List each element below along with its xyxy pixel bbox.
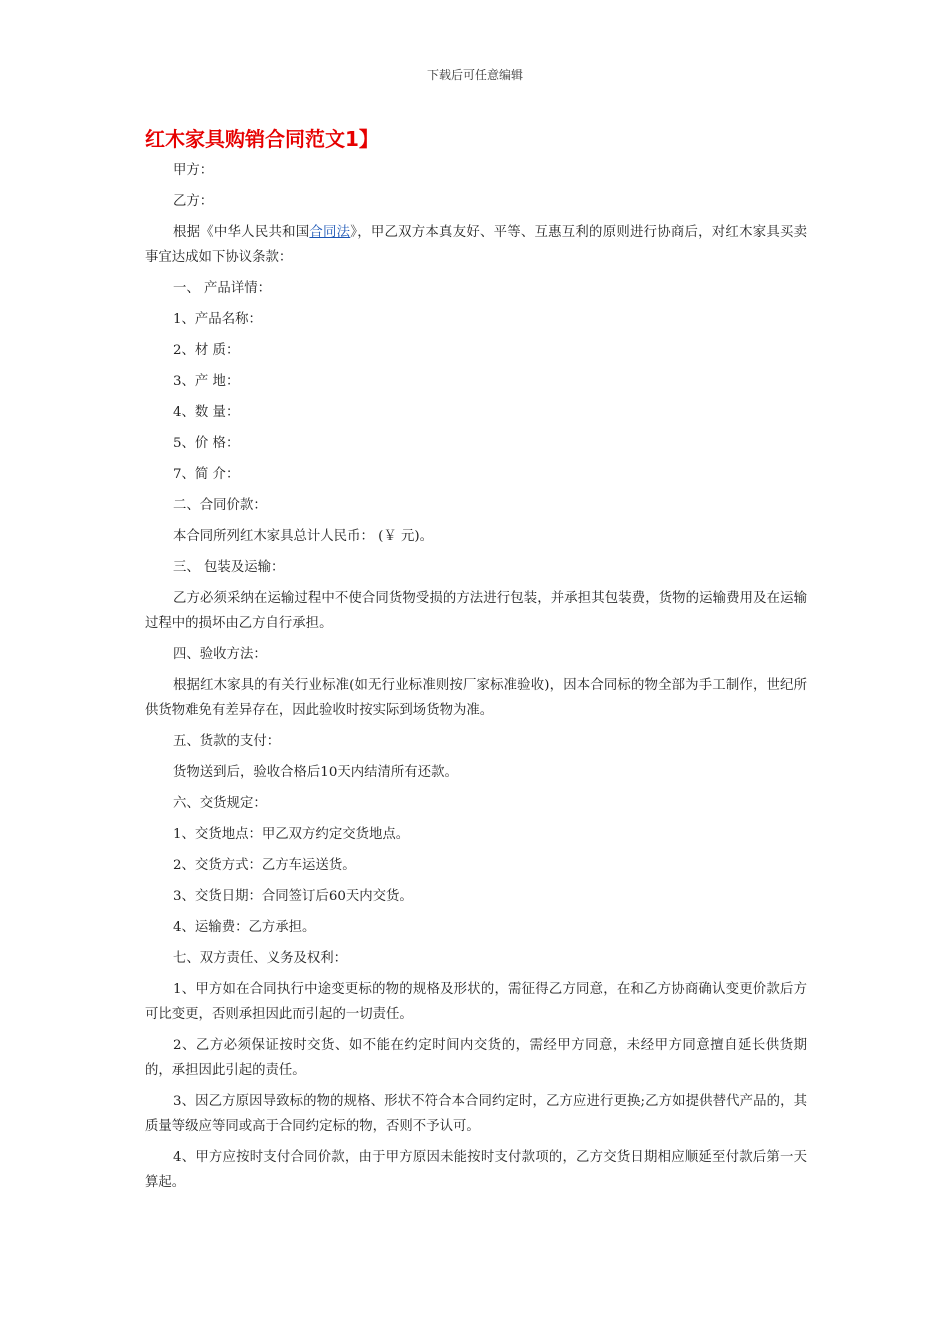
header-note: 下载后可任意编辑 <box>426 68 523 82</box>
quantity-line: 4、数 量： <box>173 405 240 420</box>
document-body <box>145 126 807 1201</box>
origin-line: 3、产 地： <box>173 374 240 389</box>
responsibility-2-paragraph: 2、乙方必须保证按时交货、如不能在约定时间内交货的，需经甲方同意，未经甲方同意擅自延长供货期的，承担因此引起的责任。 <box>145 1038 807 1078</box>
responsibility-4-paragraph: 4、甲方应按时支付合同价款，由于甲方原因未能按时支付款项的，乙方交货日期相应顺延至付款后第一天算起。 <box>145 1150 807 1190</box>
section-3-heading: 三、 包装及运输： <box>173 560 285 575</box>
section-6-heading: 六、交货规定： <box>173 796 267 811</box>
contract-law-link[interactable]: 合同法 <box>309 225 351 240</box>
document-title: 红木家具购销合同范文1】 <box>145 127 379 151</box>
material-line: 2、材 质： <box>173 343 240 358</box>
shipping-fee-line: 4、运输费：乙方承担。 <box>173 920 316 935</box>
party-a-line: 甲方： <box>173 163 214 178</box>
section-5-heading: 五、货款的支付： <box>173 734 281 749</box>
section-2-heading: 二、合同价款： <box>173 498 267 513</box>
section-1-heading: 一、 产品详情： <box>173 281 271 296</box>
packaging-paragraph: 乙方必须采纳在运输过程中不使合同货物受损的方法进行包装，并承担其包装费，货物的运输费用及在运输过程中的损坏由乙方自行承担。 <box>145 591 807 631</box>
total-price-line: 本合同所列红木家具总计人民币： (￥ 元)。 <box>173 529 433 544</box>
preamble-text-start: 根据《中华人民共和国 <box>173 225 310 240</box>
delivery-method-line: 2、交货方式：乙方车运送货。 <box>173 858 356 873</box>
section-4-heading: 四、验收方法： <box>173 647 267 662</box>
product-name-line: 1、产品名称： <box>173 312 262 327</box>
responsibility-1-paragraph: 1、甲方如在合同执行中途变更标的物的规格及形状的，需征得乙方同意，在和乙方协商确认变更价款后方可比变更，否则承担因此而引起的一切责任。 <box>145 982 807 1022</box>
payment-line: 货物送到后，验收合格后10天内结清所有还款。 <box>173 765 458 780</box>
preamble-paragraph <box>145 220 807 270</box>
delivery-date-line: 3、交货日期：合同签订后60天内交货。 <box>173 889 413 904</box>
responsibility-3-paragraph: 3、因乙方原因导致标的物的规格、形状不符合本合同约定时，乙方应进行更换;乙方如提供替代产品的，其质量等级应等同或高于合同约定标的物，否则不予认可。 <box>145 1094 807 1134</box>
party-b-line: 乙方： <box>173 194 214 209</box>
intro-line: 7、简 介： <box>173 467 240 482</box>
section-7-heading: 七、双方责任、义务及权利： <box>173 951 348 966</box>
delivery-place-line: 1、交货地点：甲乙双方约定交货地点。 <box>173 827 410 842</box>
price-line: 5、价 格： <box>173 436 240 451</box>
acceptance-paragraph: 根据红木家具的有关行业标准(如无行业标准则按厂家标准验收)，因本合同标的物全部为手工制作，世纪所供货物难免有差异存在，因此验收时按实际到场货物为准。 <box>145 678 807 718</box>
preamble-text-end: 》，甲乙双方本真友好、平等、互惠互利的原则进行协商后，对红木家具买卖事宜达成如下协议条款： <box>145 225 808 265</box>
